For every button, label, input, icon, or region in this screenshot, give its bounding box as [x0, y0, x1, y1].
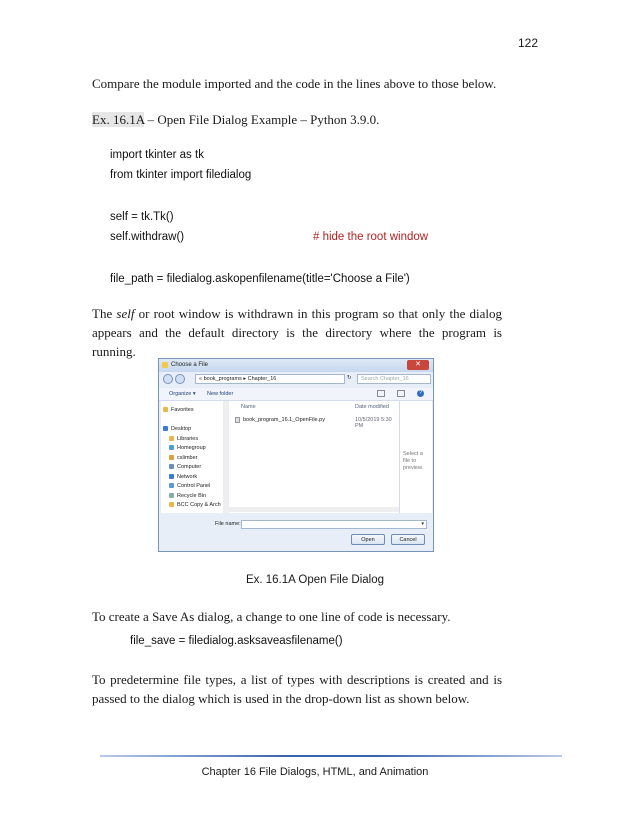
example-label: Ex. 16.1A: [92, 112, 145, 127]
dialog-toolbar: [159, 388, 433, 401]
refresh-icon[interactable]: ↻: [347, 375, 352, 381]
sidebar-item-libraries[interactable]: [177, 436, 198, 442]
star-icon: [163, 407, 168, 412]
para2-pre: The: [92, 306, 117, 321]
view-icon[interactable]: [377, 390, 385, 397]
preview-pane-icon[interactable]: [397, 390, 405, 397]
open-button[interactable]: Open: [351, 534, 385, 545]
save-as-text: To create a Save As dialog, a change to one line of code is necessary.: [92, 609, 451, 624]
sidebar-item-network[interactable]: [177, 474, 197, 480]
dialog-titlebar: [159, 359, 433, 372]
code-line-3: self = tk.Tk(): [110, 211, 174, 223]
example-heading: [92, 110, 502, 129]
help-icon[interactable]: ?: [418, 390, 423, 396]
back-icon[interactable]: [163, 374, 173, 384]
search-input[interactable]: Search Chapter_16: [357, 374, 431, 384]
sidebar-label: Control Panel: [177, 483, 211, 489]
sidebar-item-control-panel[interactable]: [177, 483, 210, 489]
recycle-bin-icon: [169, 493, 174, 498]
network-icon: [169, 474, 174, 479]
desktop-icon: [163, 426, 168, 431]
page-number: 122: [518, 36, 539, 50]
sidebar-label: Favorites: [171, 407, 194, 413]
save-code-line: file_save = filedialog.asksaveasfilename(): [130, 635, 343, 647]
sidebar-item-recycle-bin[interactable]: [177, 493, 206, 499]
organize-button[interactable]: Organize ▾: [169, 391, 196, 397]
library-icon: [169, 436, 174, 441]
dialog-title: Choose a File: [171, 362, 209, 368]
chapter-footer: Chapter 16 File Dialogs, HTML, and Animation: [201, 766, 429, 778]
intro-text: Compare the module imported and the code in the lines above to those below.: [92, 76, 497, 91]
paragraph-self: [92, 304, 502, 361]
footer-divider: [100, 755, 562, 757]
preview-pane: [399, 401, 432, 513]
code-line-2: from tkinter import filedialog: [110, 169, 252, 181]
nav-scrollbar[interactable]: [223, 401, 228, 513]
list-item[interactable]: [235, 416, 397, 429]
sidebar-item-computer[interactable]: [177, 464, 201, 470]
folder-icon: [169, 502, 174, 507]
computer-icon: [169, 464, 174, 469]
column-date[interactable]: Date modified: [355, 404, 389, 410]
close-icon[interactable]: ✕: [407, 360, 429, 370]
horizontal-scrollbar[interactable]: [229, 507, 399, 512]
sidebar-label: Desktop: [171, 426, 192, 432]
figure-caption: Ex. 16.1A Open File Dialog: [245, 574, 385, 586]
sidebar-item-bcc-copy[interactable]: [177, 502, 221, 508]
preview-text: Select a file to preview.: [403, 451, 424, 471]
sidebar-label: Computer: [177, 464, 202, 470]
file-date: 10/5/2019 5:30 PM: [355, 417, 392, 429]
sidebar-label: Network: [177, 474, 198, 480]
sidebar-label: Libraries: [177, 436, 199, 442]
file-name-input[interactable]: [241, 520, 427, 529]
column-name[interactable]: Name: [241, 404, 256, 410]
sidebar-item-homegroup[interactable]: [177, 445, 206, 451]
sidebar-label: BCC Copy & Arch: [177, 502, 221, 508]
navigation-bar: [159, 372, 433, 386]
code-line-5: file_path = filedialog.askopenfilename(title='Choose a File'): [110, 273, 410, 285]
example-title: – Open File Dialog Example – Python 3.9.0.: [144, 112, 380, 127]
python-file-icon: [235, 417, 240, 423]
address-bar[interactable]: « book_programs ▸ Chapter_16: [195, 374, 345, 384]
app-icon: [162, 362, 168, 368]
homegroup-icon: [169, 445, 174, 450]
cancel-button[interactable]: Cancel: [391, 534, 425, 545]
file-name-label: File name:: [215, 521, 241, 527]
navigation-pane: [161, 401, 228, 513]
sidebar-label: Recycle Bin: [177, 493, 207, 499]
para2-em: self: [116, 306, 135, 321]
user-icon: [169, 455, 174, 460]
file-types-text: To predetermine file types, a list of types with descriptions is created and is passed to the dialog which is used in the drop-down list as shown below.: [92, 672, 502, 706]
sidebar-item-desktop[interactable]: [171, 426, 191, 432]
forward-icon[interactable]: [175, 374, 185, 384]
new-folder-button[interactable]: New folder: [207, 391, 234, 397]
file-name: book_program_16.1_OpenFile.py: [243, 417, 325, 423]
sidebar-label: cslimber: [177, 455, 198, 461]
open-file-dialog-screenshot: [158, 358, 434, 552]
code-line-1: import tkinter as tk: [110, 149, 204, 161]
para2-post: or root window is withdrawn in this program so that only the dialog appears and the default directory is the directory where the program is running.: [92, 306, 503, 359]
sidebar-item-user[interactable]: [177, 455, 197, 461]
chevron-down-icon[interactable]: ▾: [421, 521, 424, 527]
code-comment: # hide the root window: [313, 231, 429, 243]
code-line-4: self.withdraw(): [110, 231, 185, 243]
sidebar-label: Homegroup: [177, 445, 206, 451]
file-list: [229, 401, 399, 513]
control-panel-icon: [169, 483, 174, 488]
sidebar-item-favorites[interactable]: [171, 407, 194, 413]
